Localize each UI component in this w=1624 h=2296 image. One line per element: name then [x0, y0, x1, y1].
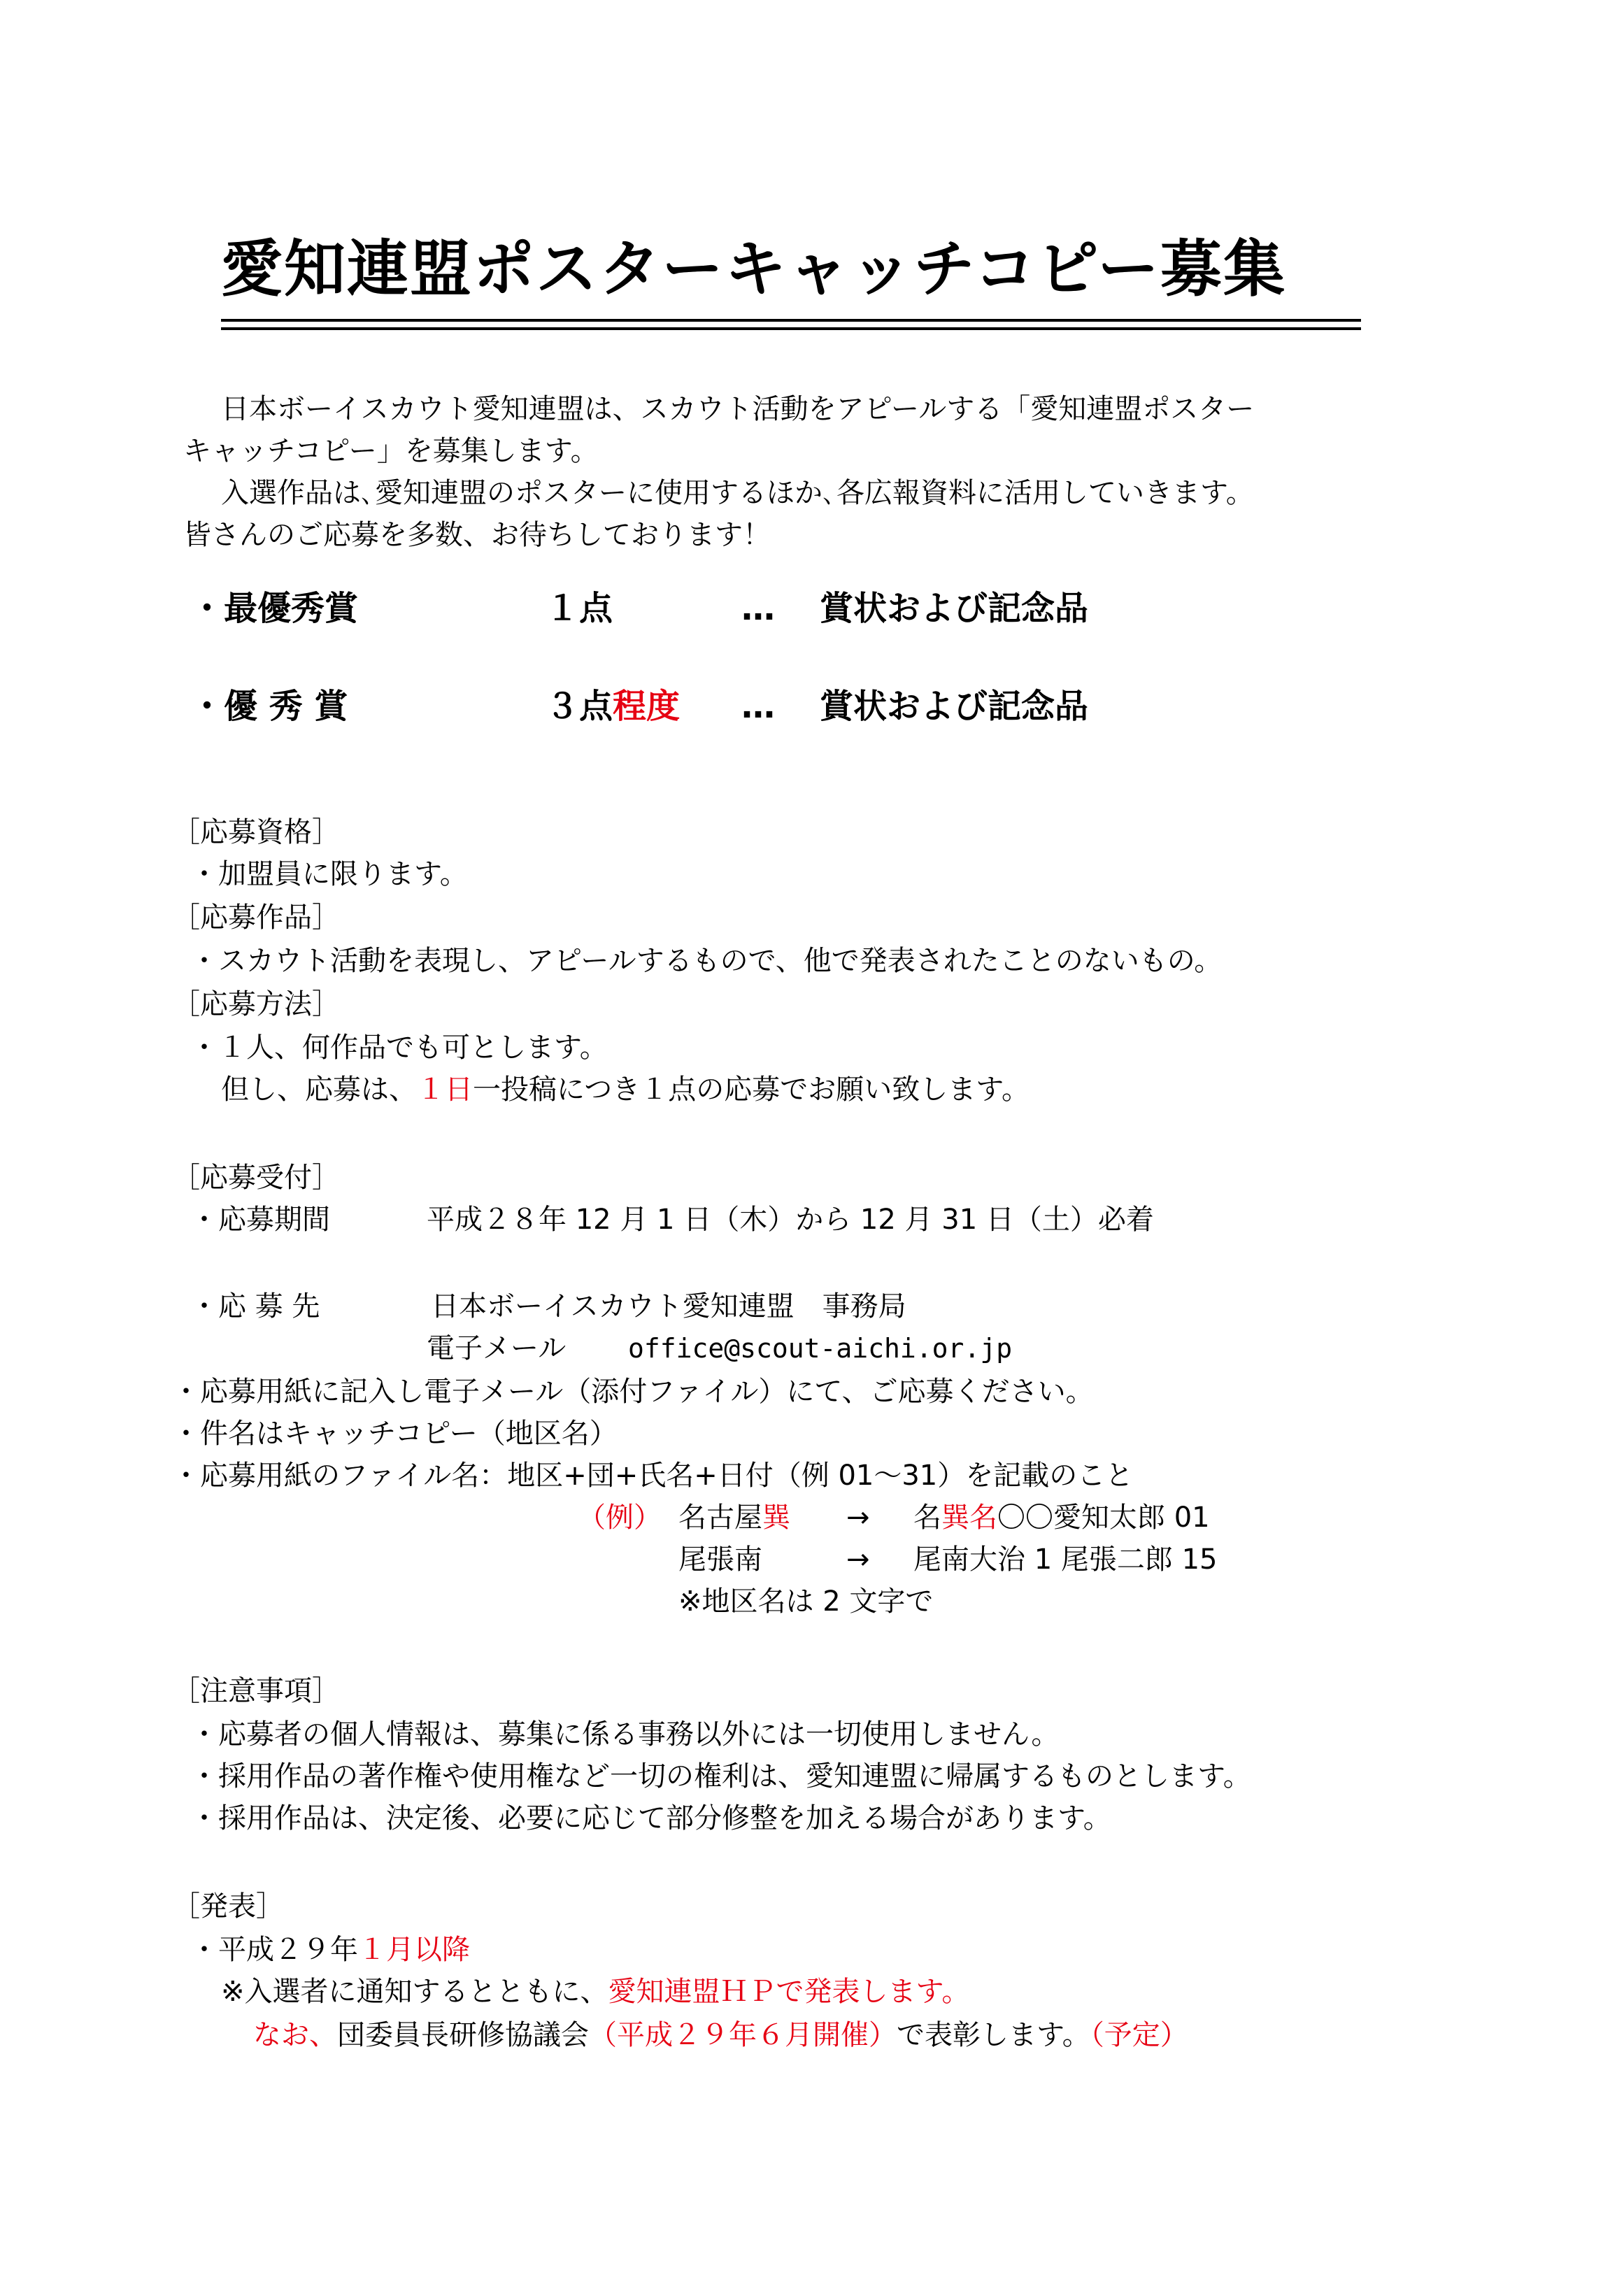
announce-item-1-highlight: １月以降 [358, 1934, 470, 1966]
works-heading: ［応募作品］ [172, 901, 340, 934]
example-1-filename-highlight: 巽名 [941, 1502, 997, 1534]
announce-item-2 [221, 1971, 969, 2013]
method-item-2 [221, 1069, 1030, 1111]
award-name: ・優 秀 賞 [190, 687, 348, 726]
method-item-2-post: 一投稿につき１点の応募でお願い致します。 [473, 1074, 1030, 1106]
method-item-1: ・１人、何作品でも可とします。 [190, 1032, 608, 1064]
intro-line-4: 皆さんのご応募を多数、お待ちしております！ [183, 519, 771, 551]
intro-line-1: 日本ボーイスカウト愛知連盟は、スカウト活動をアピールする「愛知連盟ポスター [221, 393, 1255, 425]
method-item-2-highlight: １日 [417, 1074, 473, 1106]
announce-item-3-date: （平成２９年６月開催） [589, 2019, 897, 2051]
example-1-filename [913, 1497, 1210, 1539]
email-address: office@scout-aichi.or.jp [628, 1333, 1013, 1364]
method-item-2-pre: 但し、応募は、 [221, 1074, 417, 1106]
destination-value: 日本ボーイスカウト愛知連盟 事務局 [431, 1290, 906, 1322]
reception-note-1: ・応募用紙に記入し電子メール（添付ファイル）にて、ご応募ください。 [172, 1376, 1094, 1408]
example-1-filename-pre: 名 [913, 1502, 941, 1534]
destination-label: ・応 募 先 [190, 1290, 320, 1322]
example-2-district: 尾張南 [678, 1543, 762, 1576]
email-label: 電子メール [427, 1332, 567, 1364]
reception-note-2: ・件名はキャッチコピー（地区名） [172, 1418, 618, 1450]
announce-item-2-highlight: 愛知連盟ＨＰで発表します。 [608, 1976, 970, 2008]
example-1-district-text: 名古屋 [678, 1502, 762, 1534]
award-count-suffix: 程度 [613, 687, 681, 726]
award-count [546, 684, 680, 729]
announce-item-3-event: 団委員長研修協議会 [337, 2019, 589, 2051]
title-block [221, 231, 1361, 330]
notes-item-2: ・採用作品の著作権や使用権など一切の権利は、愛知連盟に帰属するものとします。 [190, 1760, 1251, 1792]
award-separator: … [741, 589, 775, 628]
eligibility-item: ・加盟員に限ります。 [190, 858, 468, 890]
period-value: 平成２８年 12 月 1 日（木）から 12 月 31 日（土）必着 [427, 1204, 1154, 1236]
example-1-filename-post: 〇〇愛知太郎 01 [997, 1502, 1210, 1534]
notes-item-3: ・採用作品は、決定後、必要に応じて部分修整を加える場合があります。 [190, 1802, 1111, 1834]
announce-item-3-tentative: （予定） [1090, 2019, 1188, 2051]
award-name: ・最優秀賞 [190, 589, 359, 628]
example-2-arrow: → [846, 1543, 870, 1576]
announce-item-3 [253, 2014, 1188, 2056]
example-1-district [678, 1497, 790, 1539]
notes-heading: ［注意事項］ [172, 1675, 340, 1707]
award-prize: 賞状および記念品 [820, 589, 1089, 628]
reception-note-3: ・応募用紙のファイル名：地区+団+氏名+日付（例 01～31）を記載のこと [172, 1460, 1134, 1492]
example-1-arrow: → [846, 1502, 870, 1534]
notes-item-1: ・応募者の個人情報は、募集に係る事務以外には一切使用しません。 [190, 1718, 1060, 1750]
announce-item-3-post: で表彰します。 [897, 2019, 1090, 2051]
award-prize: 賞状および記念品 [820, 687, 1089, 726]
example-label: （例） [578, 1502, 662, 1534]
award-count-value: ３点 [546, 687, 613, 726]
announce-heading: ［発表］ [172, 1890, 284, 1923]
intro-line-3: 入選作品は､愛知連盟のポスターに使用するほか､各広報資料に活用していきます。 [221, 477, 1254, 509]
example-2-filename: 尾南大治 1 尾張二郎 15 [913, 1543, 1218, 1576]
method-heading: ［応募方法］ [172, 988, 340, 1020]
award-count [546, 586, 613, 631]
eligibility-heading: ［応募資格］ [172, 816, 340, 848]
title-underline-second [221, 327, 1361, 330]
announce-item-3-lead: なお、 [253, 2019, 337, 2051]
example-1-district-highlight: 巽 [762, 1502, 790, 1534]
intro-line-2: キャッチコピー」を募集します。 [183, 435, 599, 467]
announce-item-1-pre: ・平成２９年 [190, 1934, 358, 1966]
period-label: ・応募期間 [190, 1204, 330, 1236]
page-title: 愛知連盟ポスターキャッチコピー募集 [221, 233, 1286, 305]
award-count-value: １点 [546, 589, 613, 628]
title-underline [221, 319, 1361, 322]
reception-heading: ［応募受付］ [172, 1162, 340, 1194]
announce-item-2-pre: ※入選者に通知するとともに、 [221, 1976, 608, 2008]
example-note: ※地区名は 2 文字で [678, 1585, 934, 1618]
works-item: ・スカウト活動を表現し、アピールするもので、他で発表されたことのないもの。 [190, 945, 1223, 977]
announce-item-1 [190, 1929, 470, 1971]
award-separator: … [741, 687, 775, 726]
